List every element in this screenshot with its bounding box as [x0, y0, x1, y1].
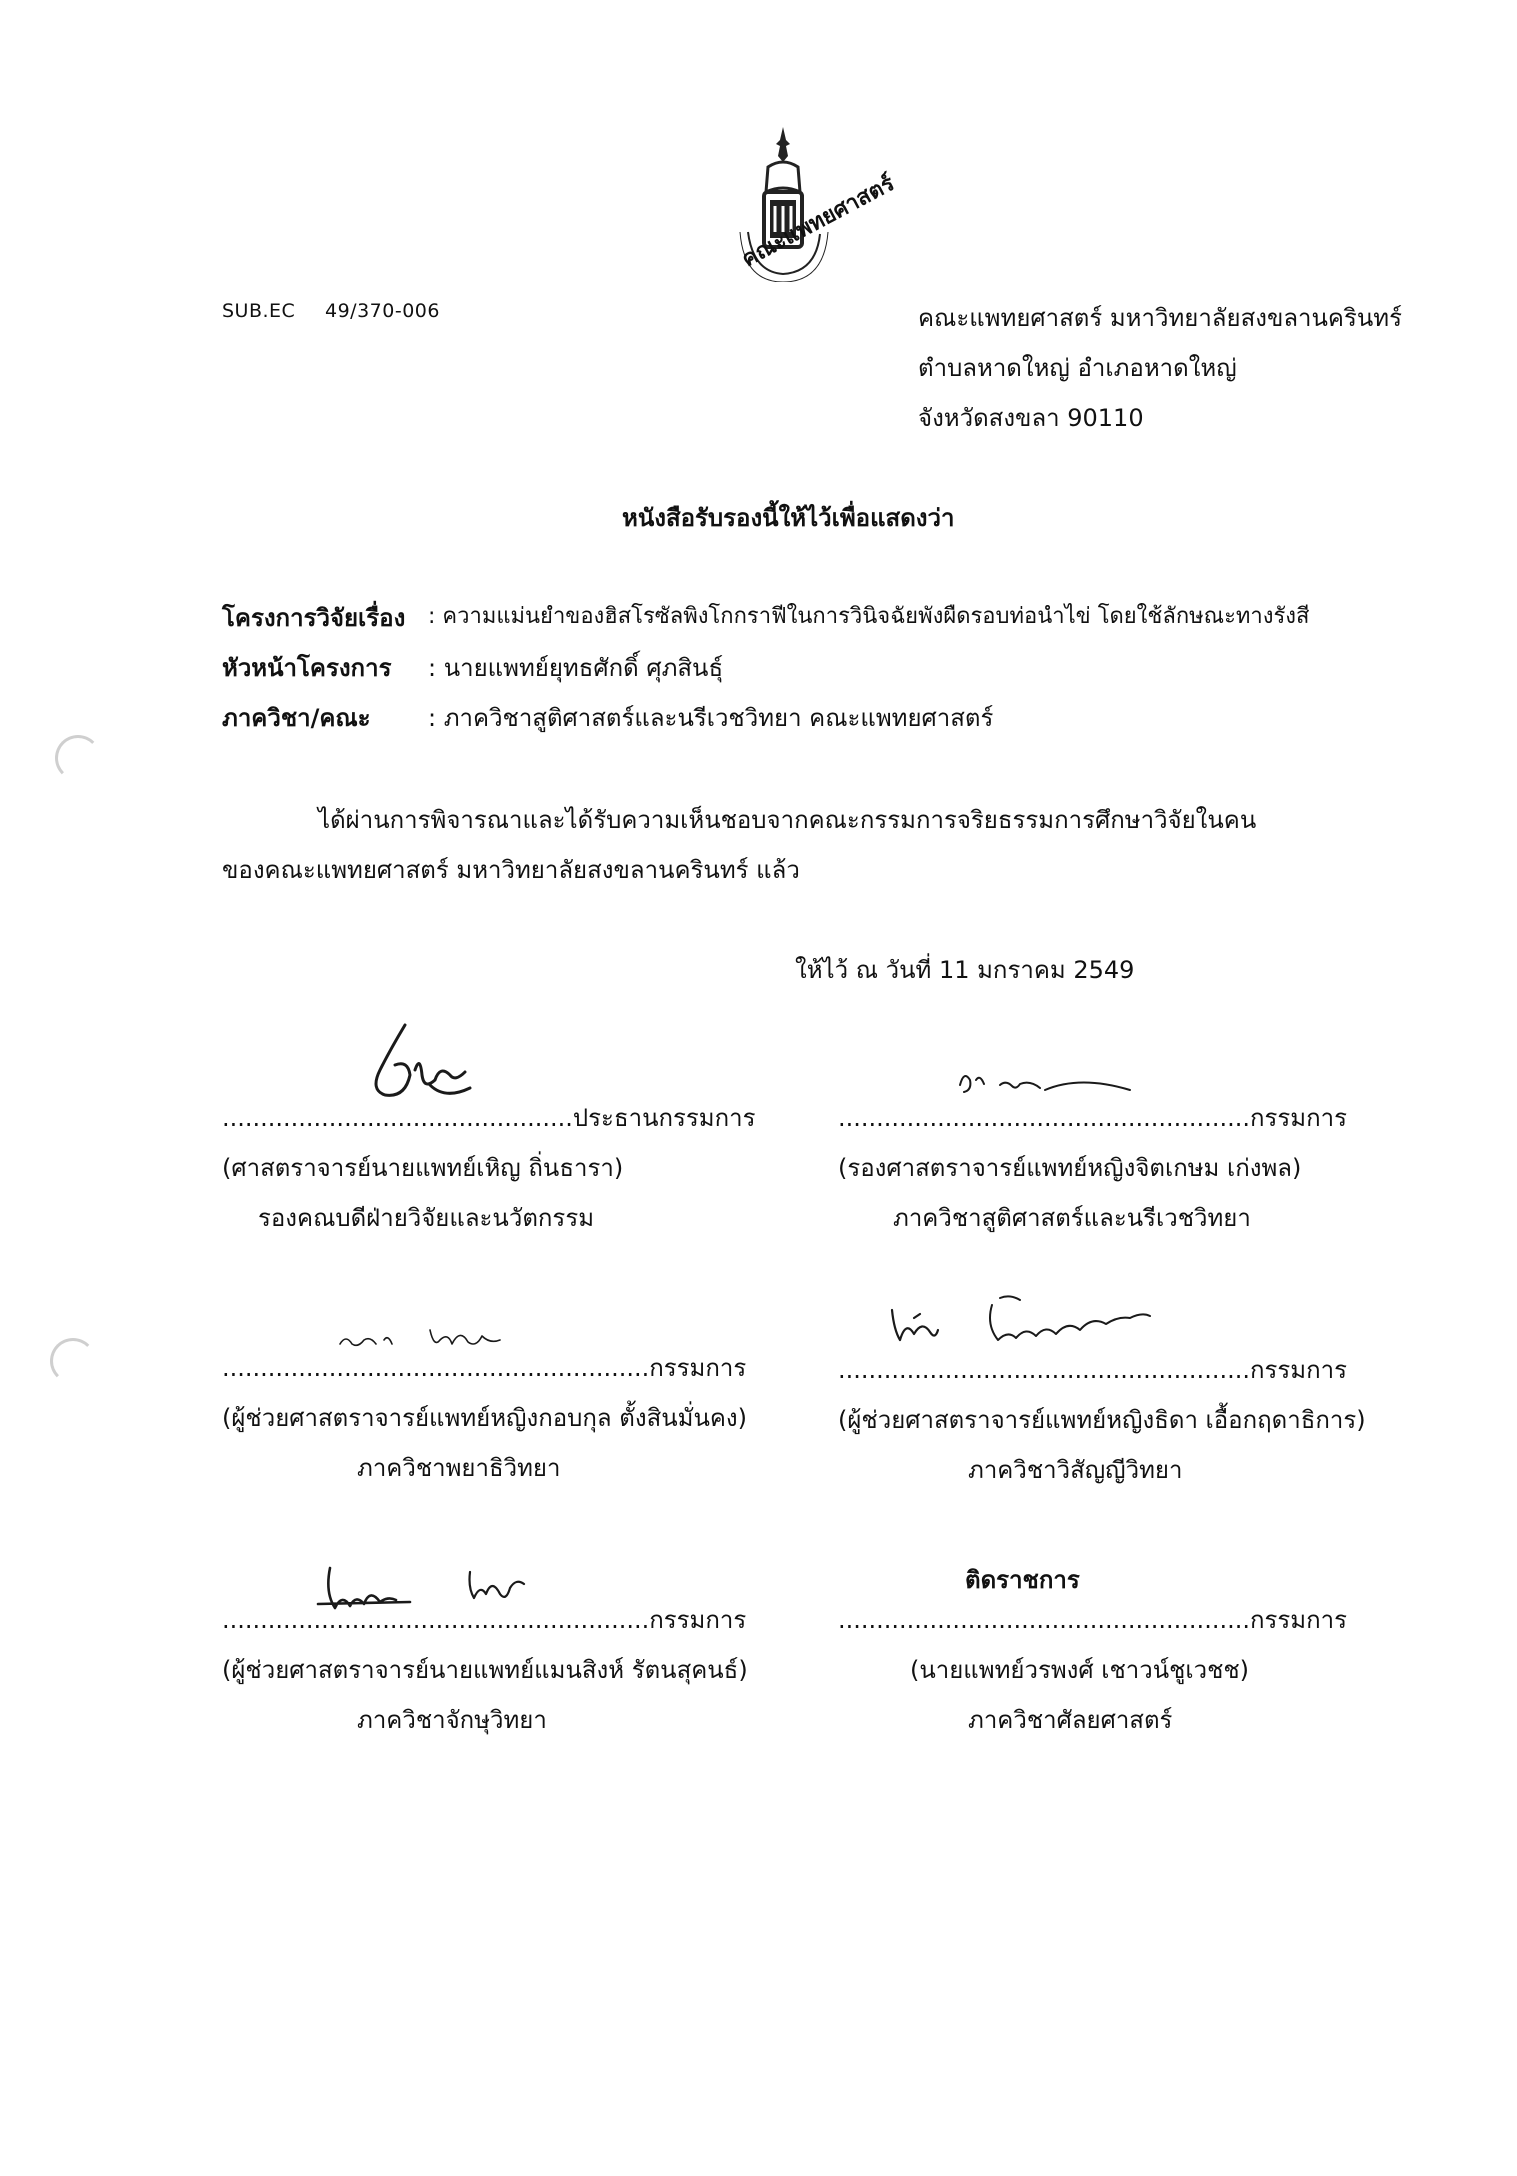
issue-date: ให้ไว้ ณ วันที่ 11 มกราคม 2549 [795, 956, 1135, 984]
signatory-5-dept: ภาควิชาจักษุวิทยา [357, 1706, 547, 1734]
signatory-3-dept: ภาควิชาพยาธิวิทยา [357, 1454, 561, 1482]
signatory-4-dept: ภาควิชาวิสัญญีวิทยา [968, 1456, 1183, 1484]
signatory-5-role-line: ........................................................กรรมการ [222, 1606, 747, 1634]
project-title-value: : ความแม่นยำของฮิสโรซัลพิงโกกราฟีในการวินิจฉัยพังผืดรอบท่อนำไข่ โดยใช้ลักษณะทางรังสี [428, 604, 1310, 629]
signatory-6-dept: ภาควิชาศัลยศาสตร์ [968, 1706, 1173, 1734]
signatory-2-name: (รองศาสตราจารย์แพทย์หญิงจิตเกษม เก่งพล) [838, 1154, 1302, 1182]
approval-text-line-1: ได้ผ่านการพิจารณาและได้รับความเห็นชอบจากคณะกรรมการจริยธรรมการศึกษาวิจัยในคน [318, 806, 1257, 834]
signatory-2-dept: ภาควิชาสูติศาสตร์และนรีเวชวิทยา [893, 1204, 1251, 1232]
approval-text-line-2: ของคณะแพทยศาสตร์ มหาวิทยาลัยสงขลานครินทร์ แล้ว [222, 856, 800, 884]
address-line-3: จังหวัดสงขลา 90110 [918, 404, 1144, 432]
signatory-6-role-line: ......................................................กรรมการ [838, 1606, 1347, 1634]
signatory-4-name: (ผู้ช่วยศาสตราจารย์แพทย์หญิงธิดา เอื้อกฤดาธิการ) [838, 1406, 1366, 1434]
project-dept-value: : ภาควิชาสูติศาสตร์และนรีเวชวิทยา คณะแพทยศาสตร์ [428, 704, 994, 732]
address-line-1: คณะแพทยศาสตร์ มหาวิทยาลัยสงขลานครินทร์ [918, 304, 1402, 332]
reference-number: 49/370-006 [325, 300, 440, 322]
signatory-3-role-line: ........................................................กรรมการ [222, 1354, 747, 1382]
project-leader-label: หัวหน้าโครงการ [222, 654, 392, 682]
signatory-1-name: (ศาสตราจารย์นายแพทย์เหิญ ถิ่นธารา) [222, 1154, 624, 1182]
signatory-6-name: (นายแพทย์วรพงศ์ เชาวน์ชูเวชช) [910, 1656, 1250, 1684]
logo-arc-text: คณะแพทยศาสตร์ [737, 171, 899, 273]
chairman-signature [360, 1020, 480, 1110]
signatory-5-name: (ผู้ช่วยศาสตราจารย์นายแพทย์แมนสิงห์ รัตนสุคนธ์) [222, 1656, 748, 1684]
signatory-1-dept: รองคณบดีฝ่ายวิจัยและนวัตกรรม [258, 1204, 595, 1232]
punch-hole-mark [55, 735, 101, 781]
punch-hole-mark [50, 1338, 96, 1384]
signatory-4-role-line: ......................................................กรรมการ [838, 1356, 1347, 1384]
signatory-1-role-line: ..............................................ประธานกรรมการ [222, 1104, 756, 1132]
project-title-label: โครงการวิจัยเรื่อง [222, 604, 406, 632]
signatory-2-role-line: ......................................................กรรมการ [838, 1104, 1347, 1132]
reference-code: SUB.EC [222, 300, 296, 322]
away-on-duty-note: ติดราชการ [965, 1566, 1080, 1594]
signatory-3-name: (ผู้ช่วยศาสตราจารย์แพทย์หญิงกอบกุล ตั้งสินมั่นคง) [222, 1404, 747, 1432]
project-dept-label: ภาควิชา/คณะ [222, 704, 371, 732]
certificate-heading: หนังสือรับรองนี้ให้ไว้เพื่อแสดงว่า [622, 504, 955, 532]
project-leader-value: : นายแพทย์ยุทธศักดิ์ ศุภสินธุ์ [428, 654, 724, 682]
address-line-2: ตำบลหาดใหญ่ อำเภอหาดใหญ่ [918, 354, 1237, 382]
